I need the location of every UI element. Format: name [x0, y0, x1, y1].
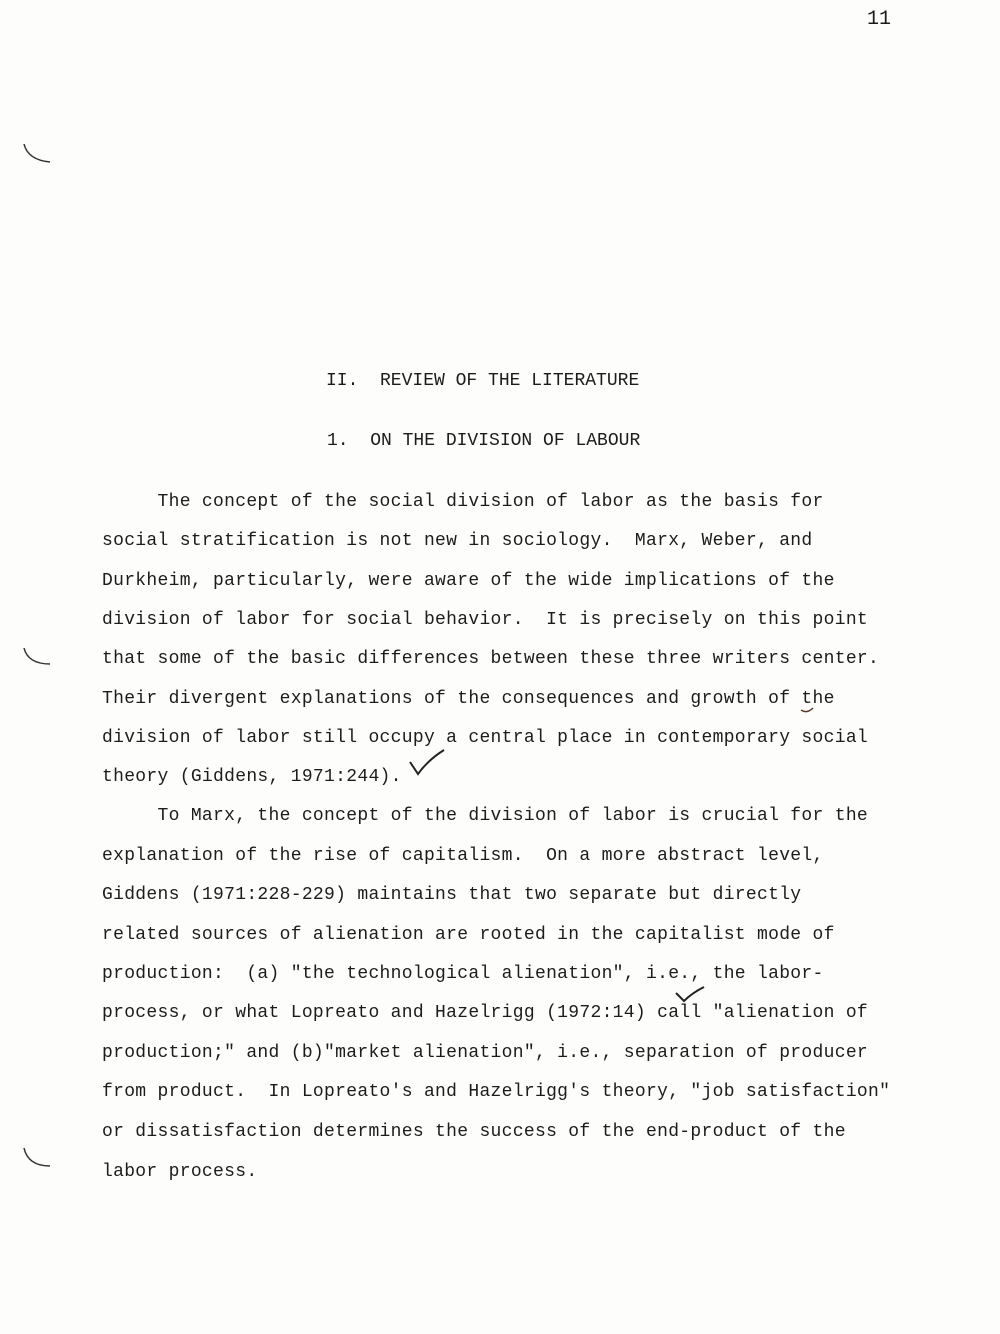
handwritten-ink-mark-icon — [799, 700, 815, 716]
paragraph-line: from product. In Lopreato's and Hazelrigg's theory, "job satisfaction" — [102, 1082, 891, 1102]
binder-hole-mark-top — [20, 140, 60, 170]
handwritten-checkmark-icon — [408, 748, 448, 780]
section-heading: 1. ON THE DIVISION OF LABOUR — [327, 431, 641, 451]
page-number: 11 — [867, 8, 892, 31]
paragraph-line: production;" and (b)"market alienation", i.e., separation of producer — [102, 1043, 869, 1063]
paragraph-line: The concept of the social division of labor as the basis for — [102, 492, 824, 512]
paragraph-line: Their divergent explanations of the consequences and growth of the — [102, 689, 835, 709]
binder-hole-mark-middle — [20, 642, 60, 672]
paragraph-line: Giddens (1971:228-229) maintains that two separate but directly — [102, 885, 802, 905]
paragraph-line: labor process. — [102, 1162, 258, 1182]
paragraph-line: social stratification is not new in sociology. Marx, Weber, and — [102, 531, 813, 551]
paragraph-line: explanation of the rise of capitalism. On a more abstract level, — [102, 846, 824, 866]
paragraph-line: theory (Giddens, 1971:244). — [102, 767, 402, 787]
binder-hole-mark-bottom — [20, 1144, 60, 1174]
paragraph-line: division of labor for social behavior. It is precisely on this point — [102, 610, 869, 630]
chapter-heading: II. REVIEW OF THE LITERATURE — [326, 371, 640, 391]
paragraph-line: production: (a) "the technological alienation", i.e., the labor- — [102, 964, 824, 984]
paragraph-line: division of labor still occupy a central place in contemporary social — [102, 728, 869, 748]
paragraph-line: Durkheim, particularly, were aware of the wide implications of the — [102, 571, 835, 591]
handwritten-checkmark-icon — [674, 985, 706, 1009]
paragraph-line: To Marx, the concept of the division of labor is crucial for the — [102, 806, 869, 826]
paragraph-line: process, or what Lopreato and Hazelrigg (1972:14) call "alienation of — [102, 1003, 869, 1023]
paragraph-line: related sources of alienation are rooted in the capitalist mode of — [102, 925, 835, 945]
paragraph-line: or dissatisfaction determines the success of the end-product of the — [102, 1122, 846, 1142]
paragraph-line: that some of the basic differences between these three writers center. — [102, 649, 880, 669]
